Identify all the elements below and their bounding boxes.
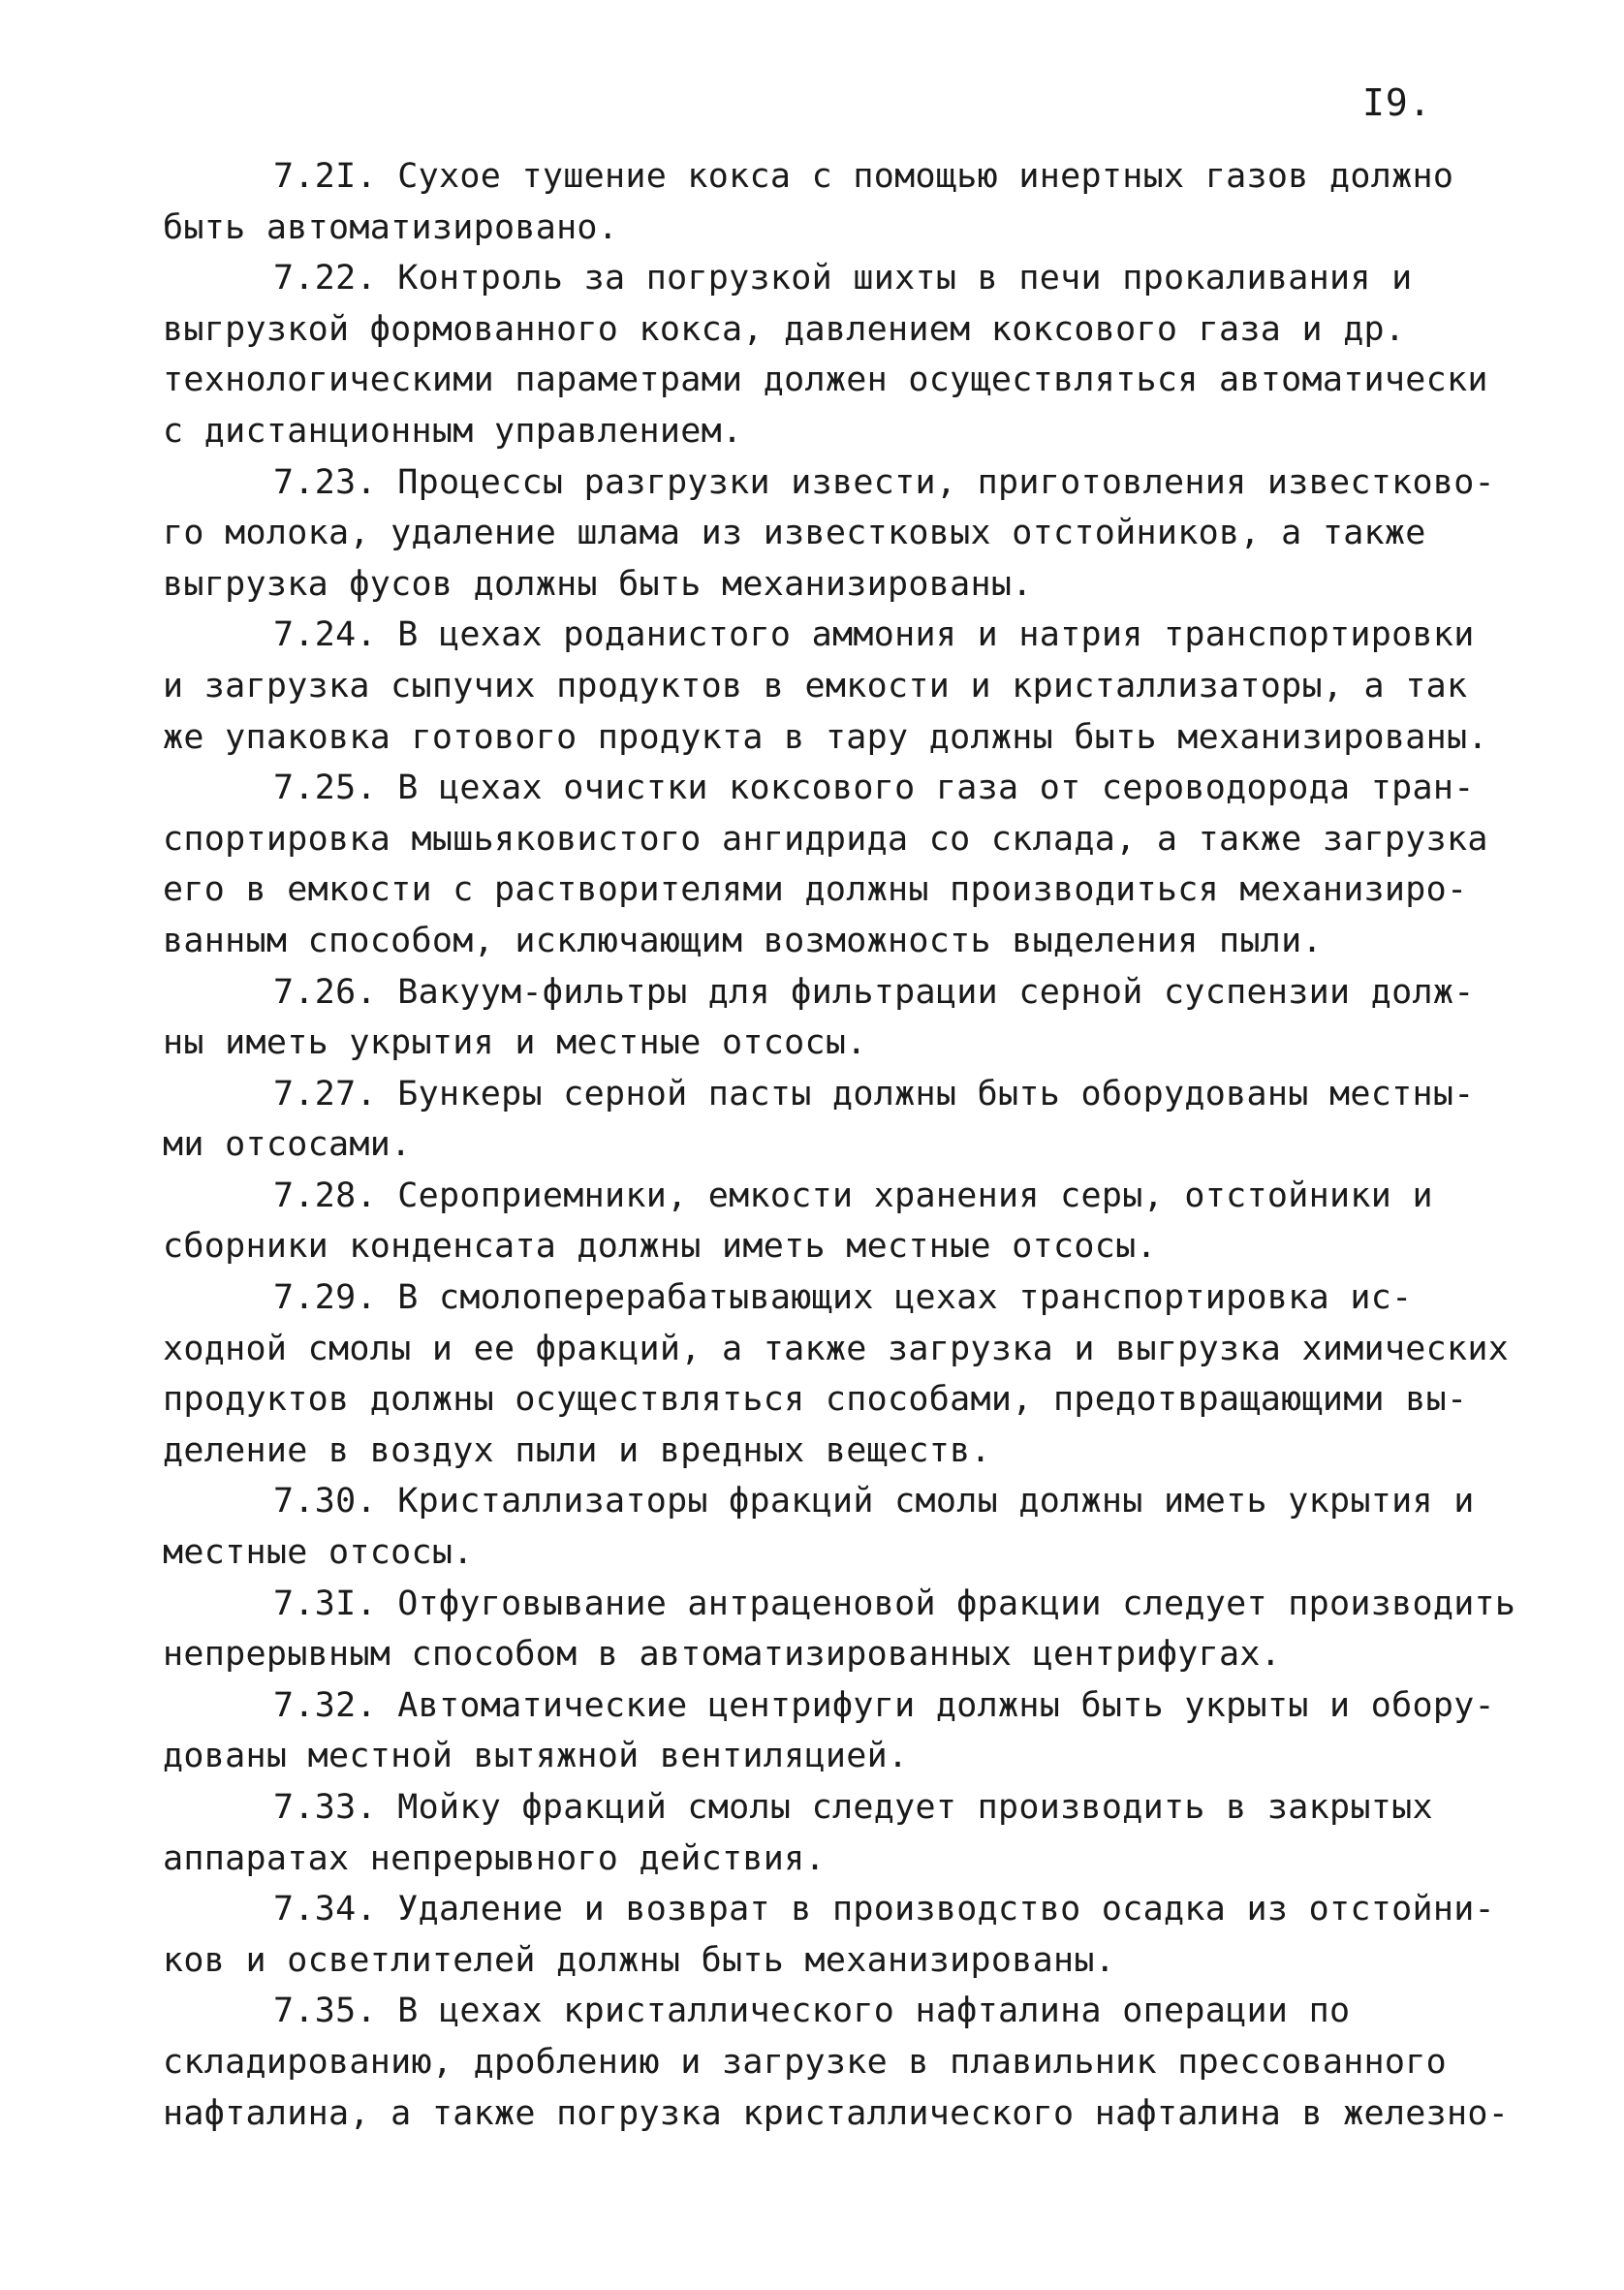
paragraph-line: складированию, дроблению и загрузке в плавильник прессованного	[163, 2042, 1448, 2082]
paragraph-line: местные отсосы.	[163, 1533, 474, 1573]
paragraph-line: технологическими параметрами должен осуществляться автоматически	[163, 361, 1488, 400]
paragraph-first-line: 7.26. Вакуум-фильтры для фильтрации серной суспензии долж-	[273, 972, 1475, 1012]
paragraph-line: быть автоматизировано.	[163, 207, 619, 247]
paragraph-line: выгрузка фусов должны быть механизированы.	[163, 564, 1033, 604]
paragraph-first-line: 7.22. Контроль за погрузкой шихты в печи прокаливания и	[273, 259, 1413, 298]
paragraph-line: дованы местной вытяжной вентиляцией.	[163, 1737, 909, 1776]
paragraph-first-line: 7.3I. Отфуговывание антраценовой фракции следует производить	[273, 1584, 1516, 1623]
paragraph-first-line: 7.28. Сероприемники, емкости хранения серы, отстойники и	[273, 1176, 1433, 1215]
page-number: I9.	[1362, 81, 1432, 124]
paragraph-first-line: 7.2I. Сухое тушение кокса с помощью инертных газов должно	[273, 157, 1454, 196]
paragraph-first-line: 7.23. Процессы разгрузки извести, приготовления известково-	[273, 462, 1495, 502]
paragraph-first-line: 7.35. В цехах кристаллического нафталина операции по	[273, 1992, 1351, 2031]
paragraph-first-line: 7.25. В цехах очистки коксового газа от сероводорода тран-	[273, 769, 1475, 808]
paragraph-line: ми отсосами.	[163, 1125, 412, 1165]
paragraph-first-line: 7.34. Удаление и возврат в производство осадка из отстойни-	[273, 1890, 1495, 1929]
paragraph-line: его в емкости с растворителями должны производиться механизиро-	[163, 870, 1468, 910]
paragraph-line: непрерывным способом в автоматизированных центрифугах.	[163, 1635, 1282, 1675]
paragraph-first-line: 7.30. Кристаллизаторы фракций смолы должны иметь укрытия и	[273, 1482, 1475, 1521]
paragraph-first-line: 7.32. Автоматические центрифуги должны быть укрыты и обору-	[273, 1685, 1495, 1725]
paragraph-line: же упаковка готового продукта в тару должны быть механизированы.	[163, 717, 1488, 757]
paragraph-line: сборники конденсата должны иметь местные отсосы.	[163, 1227, 1157, 1267]
paragraph-line: выгрузкой формованного кокса, давлением коксового газа и др.	[163, 309, 1406, 349]
paragraph-line: и загрузка сыпучих продуктов в емкости и кристаллизаторы, а так	[163, 666, 1468, 706]
paragraph-first-line: 7.27. Бункеры серной пасты должны быть оборудованы местны-	[273, 1074, 1475, 1114]
paragraph-line: аппаратах непрерывного действия.	[163, 1838, 826, 1878]
paragraph-line: ны иметь укрытия и местные отсосы.	[163, 1023, 867, 1063]
paragraph-line: го молока, удаление шлама из известковых отстойников, а также	[163, 514, 1426, 553]
paragraph-first-line: 7.24. В цехах роданистого аммония и натрия транспортировки	[273, 615, 1475, 655]
paragraph-line: спортировка мышьяковистого ангидрида со склада, а также загрузка	[163, 819, 1488, 859]
paragraph-line: ходной смолы и ее фракций, а также загрузка и выгрузка химических	[163, 1329, 1510, 1368]
document-body	[163, 151, 1519, 2139]
paragraph-line: ков и осветлителей должны быть механизированы.	[163, 1940, 1116, 1980]
paragraph-first-line: 7.33. Мойку фракций смолы следует производить в закрытых	[273, 1788, 1433, 1827]
paragraph-line: с дистанционным управлением.	[163, 411, 743, 451]
paragraph-line: нафталина, а также погрузка кристаллического нафталина в железно-	[163, 2093, 1510, 2133]
paragraph-first-line: 7.29. В смолоперерабатывающих цехах транспортировка ис-	[273, 1278, 1413, 1318]
paragraph-line: продуктов должны осуществляться способами, предотвращающими вы-	[163, 1380, 1468, 1420]
paragraph-line: деление в воздух пыли и вредных веществ.	[163, 1430, 991, 1470]
paragraph-line: ванным способом, исключающим возможность выделения пыли.	[163, 921, 1323, 960]
